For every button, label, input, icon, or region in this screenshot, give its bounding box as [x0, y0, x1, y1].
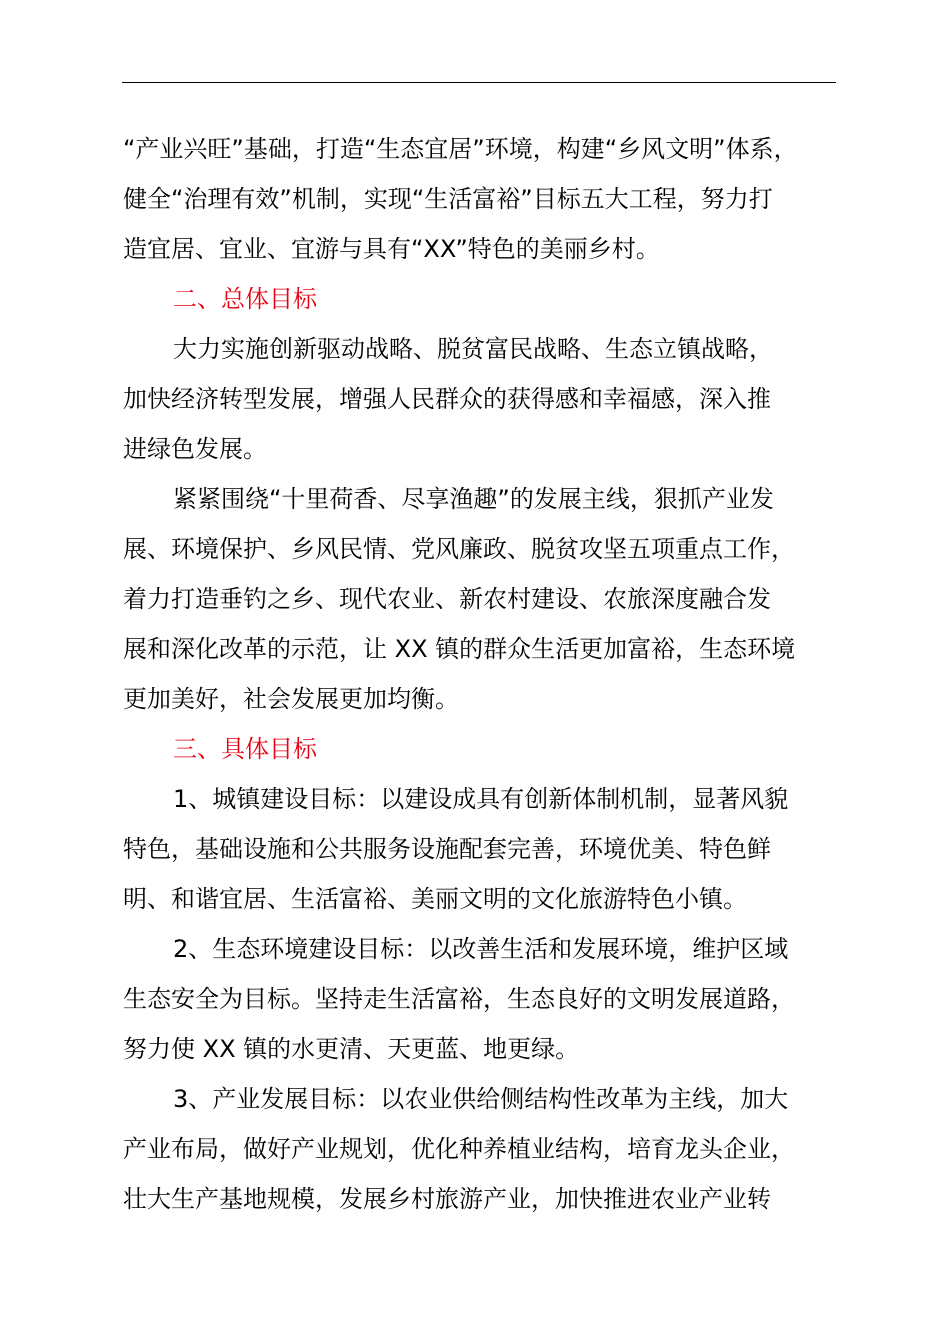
- document-body: [123, 124, 863, 1224]
- text-line: 壮大生产基地规模，发展乡村旅游产业，加快推进农业产业转: [123, 1185, 771, 1213]
- text-line: 生态安全为目标。坚持走生活富裕，生态良好的文明发展道路，: [123, 985, 795, 1013]
- text-line: 健全“治理有效”机制，实现“生活富裕”目标五大工程，努力打: [123, 185, 773, 213]
- text-line: 明、和谐宜居、生活富裕、美丽文明的文化旅游特色小镇。: [123, 885, 747, 913]
- text-line: 展、环境保护、乡风民情、党风廉政、脱贫攻坚五项重点工作，: [123, 535, 795, 563]
- header-rule: [122, 82, 836, 83]
- text-line: 2、生态环境建设目标：以改善生活和发展环境，维护区域: [173, 935, 789, 963]
- text-line: 努力使 XX 镇的水更清、天更蓝、地更绿。: [123, 1035, 580, 1063]
- text-line: 更加美好，社会发展更加均衡。: [123, 685, 459, 713]
- text-line: 产业布局，做好产业规划，优化种养植业结构，培育龙头企业，: [123, 1135, 795, 1163]
- text-line: 大力实施创新驱动战略、脱贫富民战略、生态立镇战略，: [173, 335, 773, 363]
- text-line: “产业兴旺”基础，打造“生态宜居”环境，构建“乡风文明”体系，: [123, 135, 798, 163]
- section-heading: 三、具体目标: [173, 735, 317, 763]
- text-line: 特色，基础设施和公共服务设施配套完善，环境优美、特色鲜: [123, 835, 771, 863]
- text-line: 造宜居、宜业、宜游与具有“XX”特色的美丽乡村。: [123, 235, 660, 263]
- text-line: 着力打造垂钓之乡、现代农业、新农村建设、农旅深度融合发: [123, 585, 771, 613]
- text-line: 紧紧围绕“十里荷香、尽享渔趣”的发展主线，狠抓产业发: [173, 485, 774, 513]
- section-heading: 二、总体目标: [173, 285, 317, 313]
- text-line: 加快经济转型发展，增强人民群众的获得感和幸福感，深入推: [123, 385, 771, 413]
- text-line: 进绿色发展。: [123, 435, 267, 463]
- text-line: 1、城镇建设目标：以建设成具有创新体制机制，显著风貌: [173, 785, 789, 813]
- text-line: 3、产业发展目标：以农业供给侧结构性改革为主线，加大: [173, 1085, 789, 1113]
- text-line: 展和深化改革的示范，让 XX 镇的群众生活更加富裕，生态环境: [123, 635, 796, 663]
